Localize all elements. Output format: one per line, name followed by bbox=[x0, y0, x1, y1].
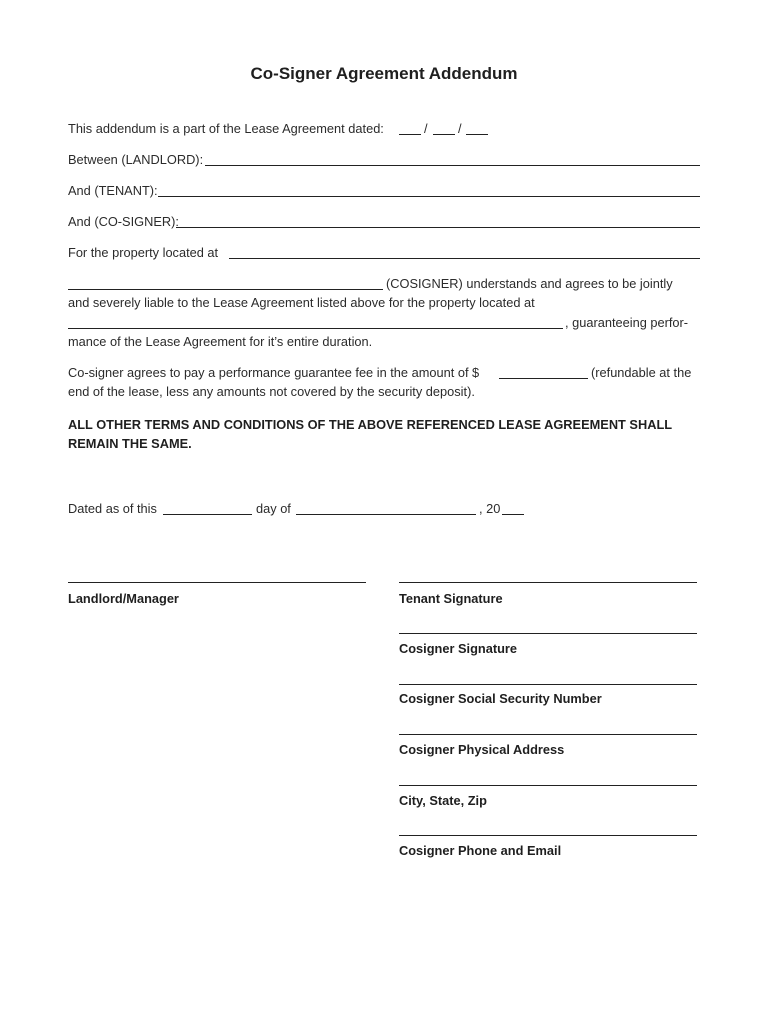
landlord-field[interactable] bbox=[205, 165, 700, 166]
tenant-signature-line[interactable] bbox=[399, 582, 697, 583]
tenant-signature-label: Tenant Signature bbox=[399, 591, 503, 606]
cosigner-contact-label: Cosigner Phone and Email bbox=[399, 843, 562, 858]
dated-month-field[interactable] bbox=[296, 514, 476, 515]
cosigner-address-line[interactable] bbox=[399, 734, 697, 735]
liability-text-3: , guaranteeing perfor- bbox=[565, 315, 689, 330]
dated-year-label: , 20 bbox=[479, 501, 501, 516]
fee-text-1: Co-signer agrees to pay a performance guarantee fee in the amount of $ bbox=[68, 365, 480, 380]
cosigner-address-label: Cosigner Physical Address bbox=[399, 742, 565, 757]
cosigner-signature-label: Cosigner Signature bbox=[399, 641, 518, 656]
tenant-field[interactable] bbox=[158, 196, 700, 197]
dated-day-of-label: day of bbox=[256, 501, 291, 516]
document-title: Co-Signer Agreement Addendum bbox=[250, 64, 518, 83]
landlord-signature-line[interactable] bbox=[68, 582, 366, 583]
date-separator: / bbox=[458, 121, 462, 136]
terms-statement: ALL OTHER TERMS AND CONDITIONS OF THE ABOVE REFERENCED LEASE AGREEMENT SHALL REMAIN THE SAME. bbox=[68, 417, 672, 451]
fee-amount-field[interactable] bbox=[499, 378, 588, 379]
landlord-signature-label: Landlord/Manager bbox=[68, 591, 179, 606]
lease-date-day-field[interactable] bbox=[433, 134, 455, 135]
lease-date-row bbox=[68, 121, 384, 136]
liability-text-2: and severely liable to the Lease Agreement listed above for the property located at bbox=[68, 295, 535, 310]
property-label: For the property located at bbox=[68, 245, 219, 260]
city-state-zip-line[interactable] bbox=[399, 785, 697, 786]
dated-year-field[interactable] bbox=[502, 514, 524, 515]
cosigner-field[interactable] bbox=[176, 227, 700, 228]
landlord-label: Between (LANDLORD): bbox=[68, 152, 204, 167]
date-separator: / bbox=[424, 121, 428, 136]
liability-text-4: mance of the Lease Agreement for it’s entire duration. bbox=[68, 334, 373, 349]
lease-date-month-field[interactable] bbox=[399, 134, 421, 135]
cosigner-name-field[interactable] bbox=[68, 289, 383, 290]
cosigner-ssn-line[interactable] bbox=[399, 684, 697, 685]
dated-day-field[interactable] bbox=[163, 514, 252, 515]
property-field[interactable] bbox=[229, 258, 700, 259]
cosigner-label: And (CO-SIGNER): bbox=[68, 214, 179, 229]
cosigner-signature-line[interactable] bbox=[399, 633, 697, 634]
cosigner-ssn-label: Cosigner Social Security Number bbox=[399, 691, 602, 706]
tenant-label: And (TENANT): bbox=[68, 183, 158, 198]
city-state-zip-label: City, State, Zip bbox=[399, 793, 487, 808]
fee-text-2: (refundable at the bbox=[591, 365, 692, 380]
fee-text-3: end of the lease, less any amounts not covered by the security deposit). bbox=[68, 384, 475, 399]
lease-date-label: This addendum is a part of the Lease Agreement dated: bbox=[68, 121, 384, 136]
dated-label: Dated as of this bbox=[68, 501, 157, 516]
cosigner-contact-line[interactable] bbox=[399, 835, 697, 836]
liability-text-1: (COSIGNER) understands and agrees to be jointly bbox=[386, 276, 673, 291]
liability-property-field[interactable] bbox=[68, 328, 563, 329]
lease-date-year-field[interactable] bbox=[466, 134, 488, 135]
